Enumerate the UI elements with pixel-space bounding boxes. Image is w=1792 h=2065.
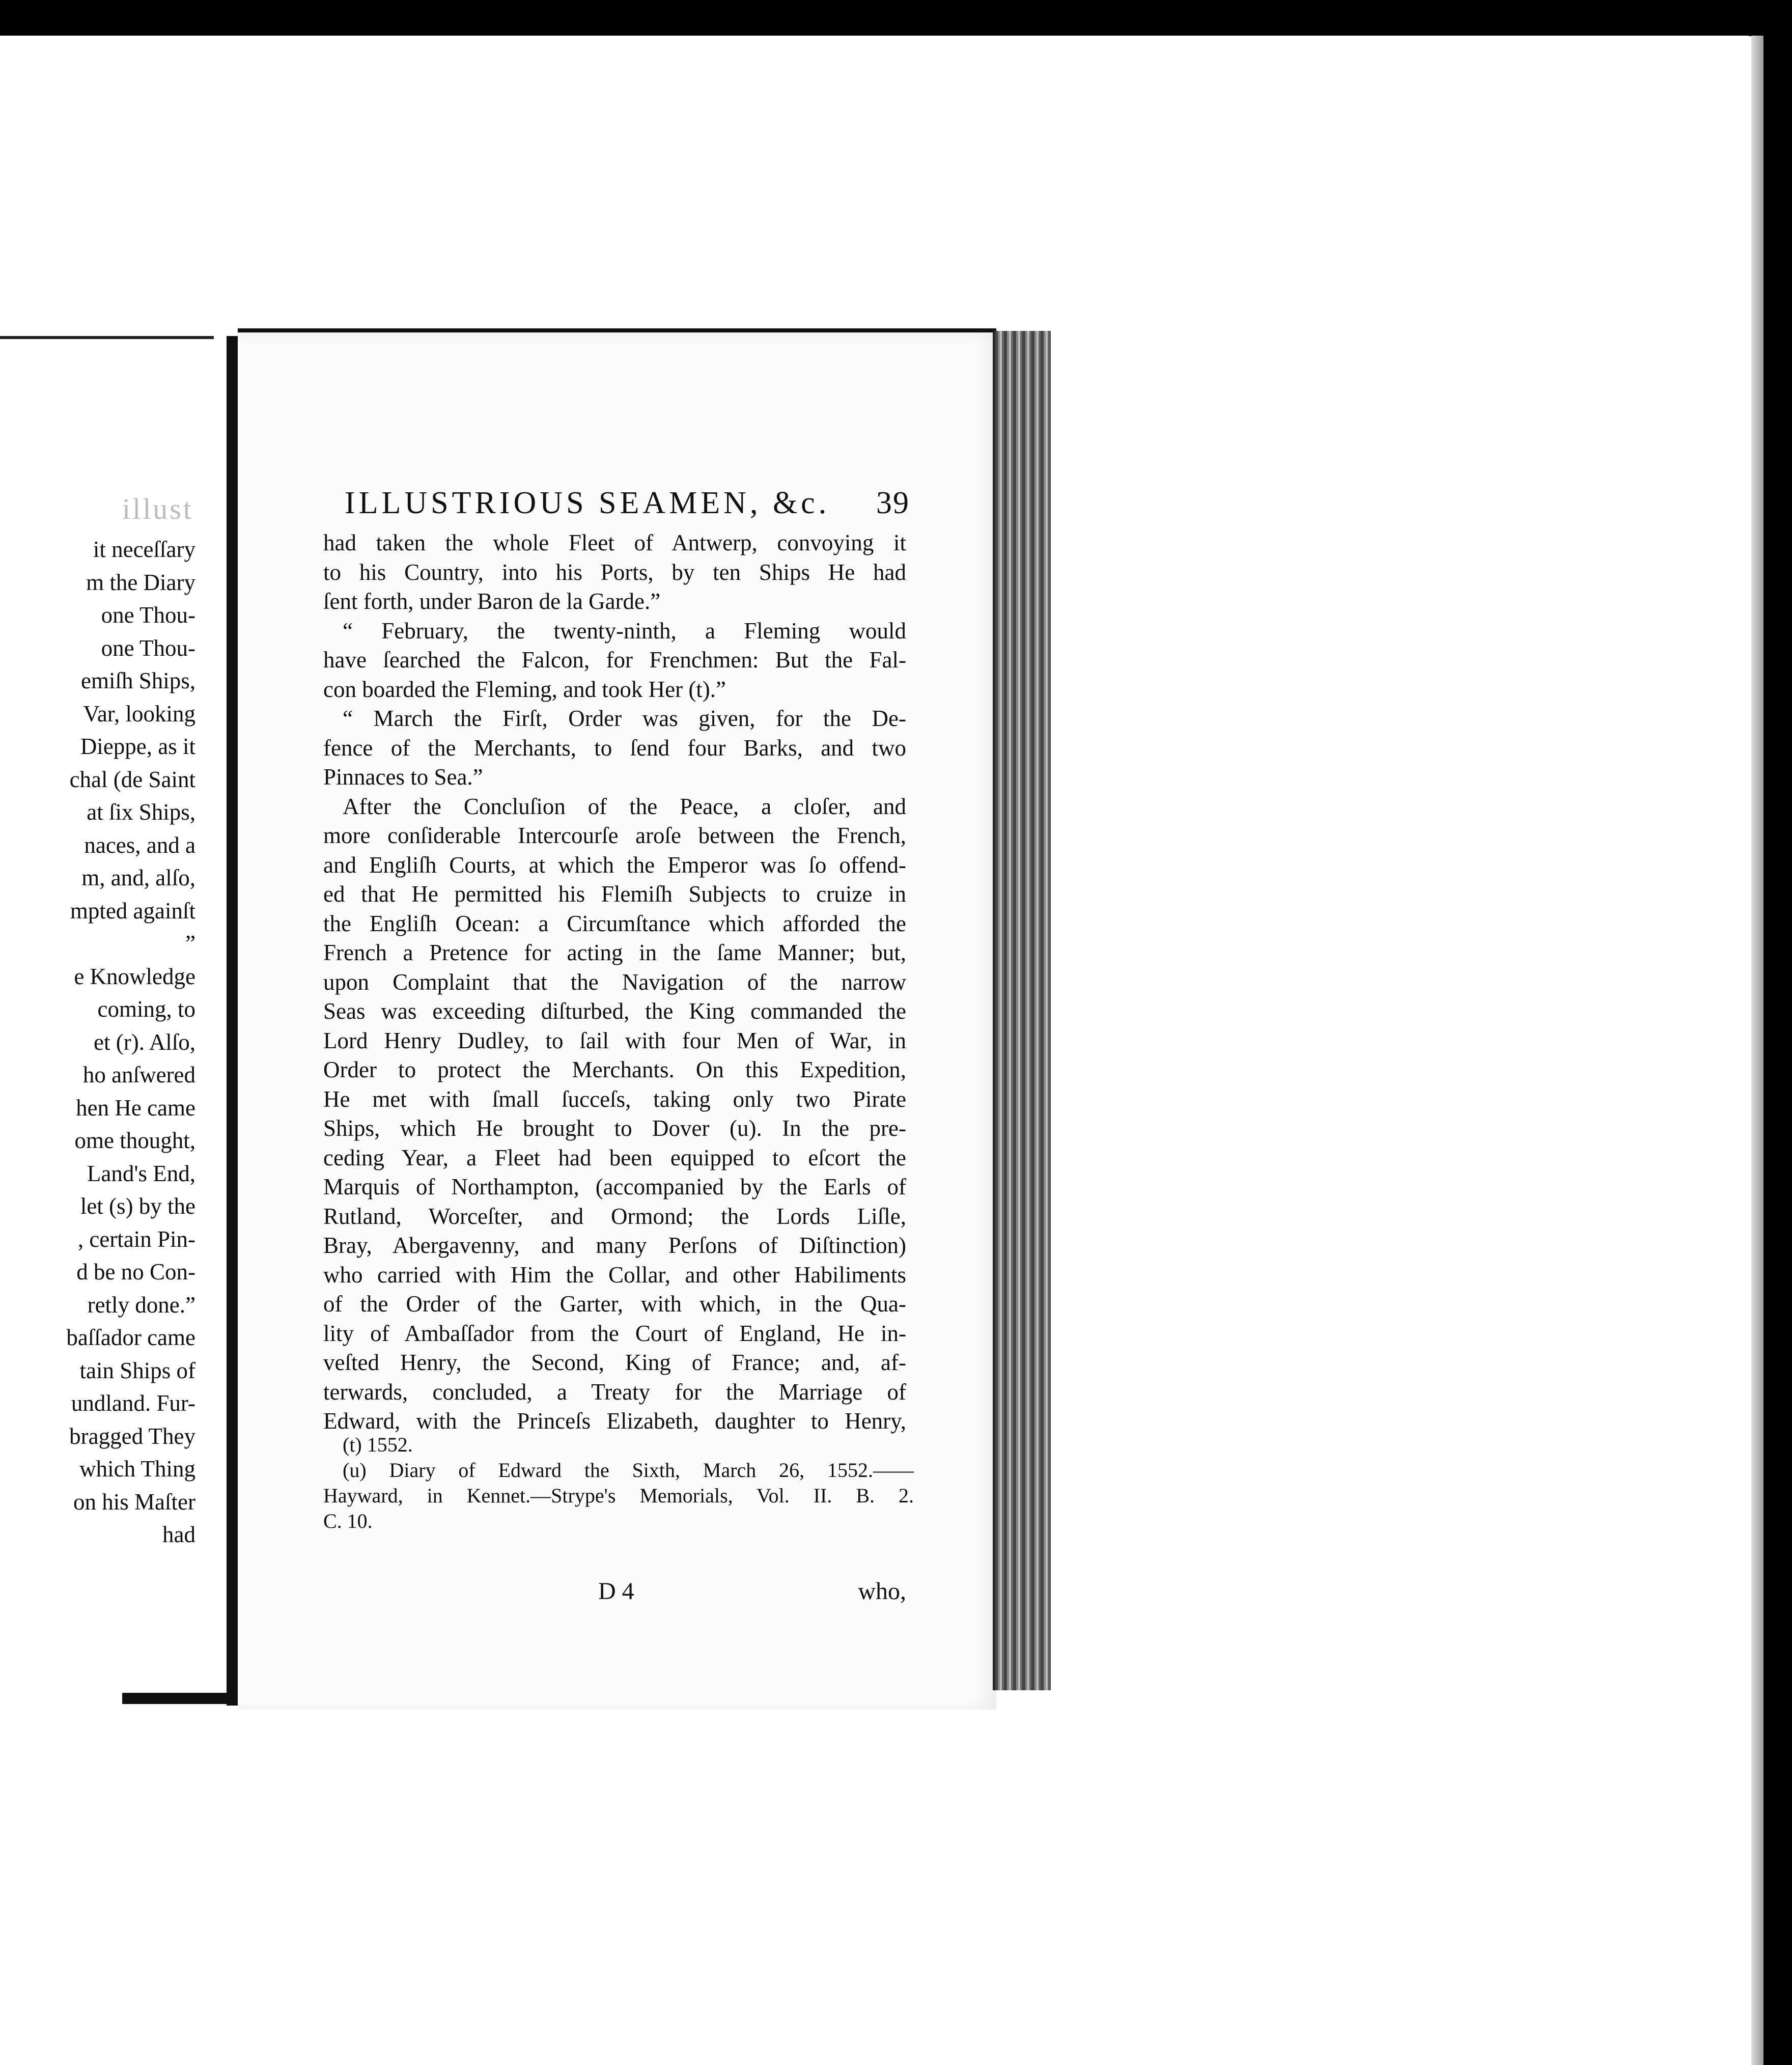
left-page-line: baſſador came [66, 1325, 195, 1350]
left-page-line: mpted againſt [70, 898, 195, 924]
left-page-line: undland. Fur- [71, 1390, 195, 1416]
body-line: the Engliſh Ocean: a Circumſtance which afforded the [323, 910, 906, 936]
body-line: upon Complaint that the Navigation of the narrow [323, 969, 906, 995]
sheet-edge [1751, 36, 1763, 2065]
left-page-line: retly done.” [87, 1292, 195, 1318]
left-page-line: on his Maſter [73, 1489, 195, 1515]
page-header [345, 485, 910, 521]
body-line: terwards, concluded, a Treaty for the Marriage of [323, 1379, 906, 1405]
body-line: Pinnaces to Sea.” [323, 764, 483, 790]
left-page-line: one Thou- [101, 602, 195, 628]
body-line: had taken the whole Fleet of Antwerp, convoying it [323, 530, 906, 555]
left-page-line: ho anſwered [82, 1062, 195, 1087]
body-line: Edward, with the Princeſs Elizabeth, daughter to Henry, [323, 1408, 906, 1434]
left-page-line: ” [185, 931, 195, 956]
footnote-u: (u) Diary of Edward the Sixth, March 26, 1552.—— [343, 1459, 914, 1482]
body-line: Rutland, Worceſter, and Ormond; the Lords Liſle, [323, 1203, 906, 1229]
body-line: more conſiderable Intercourſe aroſe between the French, [323, 823, 906, 848]
body-line: who carried with Him the Collar, and other Habiliments [323, 1262, 906, 1288]
body-line: He met with ſmall ſucceſs, taking only two Pirate [323, 1086, 906, 1112]
body-line: ed that He permitted his Flemiſh Subjects to cruize in [323, 881, 906, 907]
right-page [238, 328, 996, 1710]
left-page-line: bragged They [69, 1423, 195, 1449]
body-line: Ships, which He brought to Dover (u). In the pre- [323, 1115, 906, 1141]
left-page-line: m, and, alſo, [81, 865, 195, 890]
left-page-line: chal (de Saint [69, 766, 195, 792]
left-page-line: , certain Pin- [77, 1226, 195, 1252]
page-number: 39 [876, 486, 910, 520]
left-page-line: tain Ships of [79, 1357, 195, 1383]
body-line: fence of the Merchants, to ſend four Barks, and two [323, 735, 906, 761]
running-head: ILLUSTRIOUS SEAMEN, &c. [345, 486, 830, 520]
left-page-line: coming, to [97, 996, 195, 1022]
left-page-line: d be no Con- [76, 1259, 195, 1285]
signature-mark: D 4 [598, 1578, 634, 1605]
left-page-line: Dieppe, as it [80, 734, 195, 759]
left-page-line: let (s) by the [80, 1193, 195, 1219]
left-page-line: one Thou- [101, 635, 195, 661]
left-running-head-fragment: illust [122, 492, 193, 525]
body-line: Order to protect the Merchants. On this Expedition, [323, 1057, 906, 1082]
footnote-t: (t) 1552. [343, 1433, 413, 1456]
body-line: veſted Henry, the Second, King of France; and, af- [323, 1350, 906, 1375]
body-line: con boarded the Fleming, and took Her (t).” [323, 676, 726, 702]
body-line: “ March the Firſt, Order was given, for the De- [343, 706, 906, 731]
left-page-line: it neceſſary [93, 537, 195, 562]
body-line: and Engliſh Courts, at which the Emperor was ſo offend- [323, 852, 906, 878]
left-page-fragment [0, 336, 214, 1709]
body-lines [323, 528, 906, 1436]
body-line: of the Order of the Garter, with which, in the Qua- [323, 1291, 906, 1317]
footnotes [323, 1432, 914, 1534]
body-line: After the Concluſion of the Peace, a cloſer, and [343, 793, 906, 819]
left-page-line: m the Diary [86, 569, 195, 595]
body-line: Bray, Abergavenny, and many Perſons of Diſtinction) [323, 1233, 906, 1258]
body-line: ſent forth, under Baron de la Garde.” [323, 589, 661, 614]
footnote-u-end: C. 10. [323, 1510, 373, 1532]
left-page-line: at ſix Ships, [87, 799, 195, 825]
left-page-line: hen He came [76, 1095, 195, 1121]
body-line: Seas was exceeding diſturbed, the King commanded the [323, 998, 906, 1024]
body-line: “ February, the twenty-ninth, a Fleming would [343, 618, 906, 644]
body-line: French a Pretence for acting in the ſame Manner; but, [323, 940, 906, 965]
body-line: have ſearched the Falcon, for Frenchmen: But the Fal- [323, 647, 906, 673]
catchword: who, [858, 1578, 906, 1605]
left-page-line: et (r). Alſo, [94, 1029, 195, 1055]
left-page-line: naces, and a [84, 832, 195, 858]
left-page-line: Land's End, [87, 1160, 195, 1186]
left-page-line: Var, looking [83, 701, 195, 727]
left-page-line: had [162, 1522, 195, 1547]
left-page-line: e Knowledge [74, 963, 195, 989]
body-line: to his Country, into his Ports, by ten Ships He had [323, 559, 906, 585]
body-line: Marquis of Northampton, (accompanied by the Earls of [323, 1174, 906, 1199]
left-page-line: emiſh Ships, [80, 668, 195, 693]
body-line: ceding Year, a Fleet had been equipped to eſcort the [323, 1145, 906, 1170]
binding-gutter [227, 336, 238, 1706]
footnote-u-continued: Hayward, in Kennet.—Strype's Memorials, Vol. II. B. 2. [323, 1484, 914, 1507]
left-page-line: ome thought, [74, 1128, 195, 1153]
left-page-line: which Thing [79, 1456, 195, 1482]
body-line: lity of Ambaſſador from the Court of England, He in- [323, 1320, 906, 1346]
body-line: Lord Henry Dudley, to ſail with four Men of War, in [323, 1027, 906, 1053]
book-page-edges [993, 331, 1051, 1690]
